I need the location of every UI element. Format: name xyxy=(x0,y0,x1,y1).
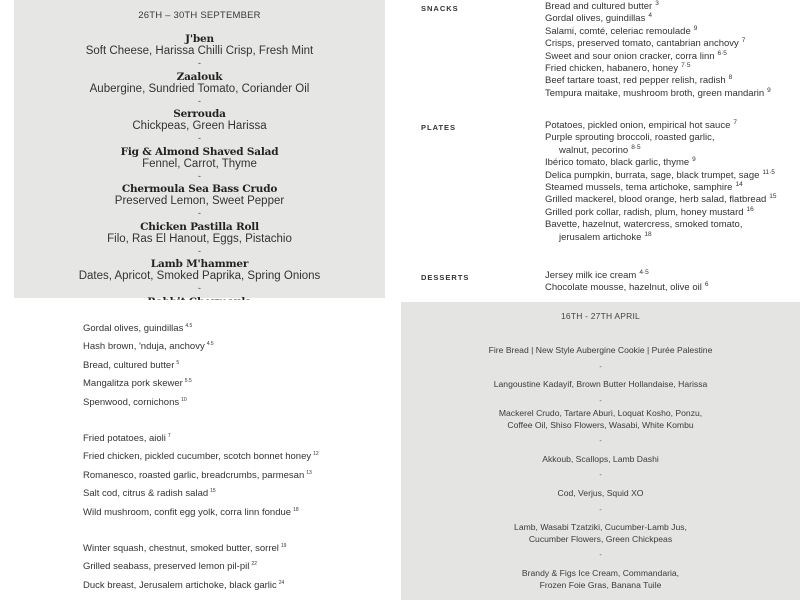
item-price: 4 xyxy=(648,12,652,20)
item-text: Ibérico tomato, black garlic, thyme xyxy=(545,157,690,169)
item-price: 24 xyxy=(278,579,285,586)
item-text: Bread, cultured butter xyxy=(83,359,175,371)
menu-group xyxy=(83,430,319,522)
menu-date-range: 26TH – 30TH SEPTEMBER xyxy=(138,10,261,21)
item-price: 19 xyxy=(280,543,287,549)
item-text: Duck breast, Jerusalem artichoke, black garlic xyxy=(83,579,277,591)
item-text: Fried chicken, pickled cucumber, scotch bonnet honey xyxy=(83,451,312,463)
course-line: Cucumber Flowers, Green Chickpeas xyxy=(528,534,673,544)
item-text: Gordal olives, guindillas xyxy=(83,323,184,334)
course-line: Langoustine Kadayif, Brown Butter Hollandaise, Harissa xyxy=(493,379,708,389)
course-item xyxy=(14,146,385,184)
course-separator: - xyxy=(599,552,602,559)
menu-item xyxy=(83,338,214,356)
item-price: 18 xyxy=(644,230,652,238)
item-price: 12 xyxy=(313,451,319,458)
course-line: Cod, Verjus, Squid XO xyxy=(557,488,644,498)
menu-item xyxy=(545,157,795,169)
item-text-cont: walnut, pecorino xyxy=(559,144,629,156)
item-text: Romanesco, roasted garlic, breadcrumbs, parmesan xyxy=(83,469,305,481)
section-label: SNACKS xyxy=(421,4,459,13)
item-text: Chocolate mousse, hazelnut, olive oil xyxy=(545,282,702,294)
menu-item xyxy=(545,182,795,194)
item-price: 7 xyxy=(741,37,746,45)
menu-item xyxy=(545,270,795,282)
menu-item xyxy=(83,577,286,595)
item-price: 9 xyxy=(692,156,696,164)
course-line: Frozen Foie Gras, Banana Tuile xyxy=(539,580,662,590)
item-text: Fried chicken, habanero, honey xyxy=(545,63,679,75)
course-item xyxy=(14,71,385,109)
item-price: 11·5 xyxy=(762,168,775,176)
item-text: Jersey milk ice cream xyxy=(545,270,637,281)
menu-item xyxy=(545,282,795,294)
course-line: Lamb, Wasabi Tzatziki, Cucumber-Lamb Jus, xyxy=(514,522,687,532)
item-price: 6 xyxy=(704,281,709,289)
item-text: Gordal olives, guindillas xyxy=(545,13,646,25)
menu-item xyxy=(545,219,795,244)
course-description: Preserved Lemon, Sweet Pepper xyxy=(114,195,285,207)
menu-item xyxy=(545,26,795,38)
course-description: Dates, Apricot, Smoked Paprika, Spring Onions xyxy=(78,270,321,282)
menu-group xyxy=(83,540,286,595)
course-name: Lamb M'hammer xyxy=(150,258,249,270)
item-price: 8 xyxy=(728,74,733,82)
menu-item xyxy=(545,51,795,63)
item-text: Fried potatoes, aioli xyxy=(83,433,166,444)
item-price: 18 xyxy=(293,506,299,513)
item-price: 16 xyxy=(746,205,754,213)
menu-item xyxy=(545,132,795,157)
course-line: Brandy & Figs Ice Cream, Commandaria, xyxy=(521,568,680,578)
menu-panel-september xyxy=(0,0,400,300)
menu-item xyxy=(545,63,795,75)
course-separator: - xyxy=(198,208,201,218)
menu-item xyxy=(83,394,214,412)
item-price: 7·5 xyxy=(681,62,691,70)
menu-item xyxy=(83,375,214,393)
menu-item xyxy=(545,38,795,50)
menu-panel-snacks-plates xyxy=(400,0,800,300)
item-text: Mangalitza pork skewer xyxy=(83,378,183,390)
item-text: Steamed mussels, tema artichoke, samphire xyxy=(545,182,733,194)
menu-panel-list xyxy=(0,300,400,600)
menu-paper xyxy=(14,0,385,298)
section-label: DESSERTS xyxy=(421,273,470,282)
item-text: Potatoes, pickled onion, empirical hot sauce xyxy=(545,120,731,131)
item-price: 5 xyxy=(176,359,180,366)
item-price: 4.5 xyxy=(206,341,214,348)
menu-panel-april xyxy=(401,302,800,600)
course-separator: - xyxy=(599,472,602,479)
item-text: Crisps, preserved tomato, cantabrian anchovy xyxy=(545,38,739,50)
course-list xyxy=(14,33,385,333)
menu-item xyxy=(545,207,795,219)
menu-item xyxy=(545,88,795,100)
course-name: Serrouda xyxy=(173,108,226,120)
course-separator: - xyxy=(599,438,602,445)
course-separator: - xyxy=(599,507,602,514)
menu-date-range: 16TH - 27TH APRIL xyxy=(561,311,640,321)
item-text-continued xyxy=(545,232,795,244)
item-price: 9 xyxy=(693,24,698,32)
menu-item xyxy=(83,504,319,522)
course-description: Filo, Ras El Hanout, Eggs, Pistachio xyxy=(107,232,292,245)
section-items xyxy=(545,1,795,100)
menu-item xyxy=(83,558,286,576)
item-text: Bavette, hazelnut, watercress, smoked tomato, xyxy=(545,219,743,231)
item-text: Delica pumpkin, burrata, sage, black trumpet, sage xyxy=(545,169,760,181)
menu-item xyxy=(83,357,214,375)
course-description: Fennel, Carrot, Thyme xyxy=(142,157,257,170)
section-items xyxy=(545,120,795,244)
menu-item xyxy=(83,467,319,485)
item-text: Bread and cultured butter xyxy=(545,1,653,12)
course-separator: - xyxy=(198,133,201,143)
menu-item xyxy=(83,540,286,558)
menu-item xyxy=(83,485,319,503)
menu-item xyxy=(545,75,795,87)
section-items xyxy=(545,270,795,295)
item-text: Salt cod, citrus & radish salad xyxy=(83,488,209,500)
menu-item xyxy=(545,13,795,25)
item-price: 22 xyxy=(251,561,257,568)
course-separator: - xyxy=(599,364,602,371)
menu-item xyxy=(545,170,795,182)
course-description: Aubergine, Sundried Tomato, Coriander Oil xyxy=(89,82,310,95)
item-price: 15 xyxy=(769,193,777,201)
menu-item xyxy=(83,430,319,448)
item-text: Grilled pork collar, radish, plum, honey mustard xyxy=(545,206,744,218)
menu-item xyxy=(545,194,795,206)
course-separator: - xyxy=(198,245,201,256)
course-separator: - xyxy=(198,283,201,293)
course-separator: - xyxy=(198,170,201,181)
course-separator: - xyxy=(599,398,602,405)
item-price: 9 xyxy=(767,86,771,94)
item-price: 4·5 xyxy=(639,269,649,276)
course-name: Zaalouk xyxy=(176,70,223,83)
item-price: 14 xyxy=(735,181,743,189)
course-name: Chicken Pastilla Roll xyxy=(140,220,259,233)
item-text-continued xyxy=(545,145,795,157)
course-line: Akkoub, Scallops, Lamb Dashi xyxy=(542,454,659,464)
course-line: Coffee Oil, Shiso Flowers, Wasabi, White Kombu xyxy=(507,420,694,430)
course-item xyxy=(14,258,385,296)
menu-item xyxy=(545,1,795,13)
course-name: Chermoula Sea Bass Crudo xyxy=(121,183,278,195)
item-price: 7 xyxy=(167,433,171,439)
course-name: Fig & Almond Shaved Salad xyxy=(120,145,279,158)
item-text: Beef tartare toast, red pepper relish, radish xyxy=(545,75,726,87)
course-description: Chickpeas, Green Harissa xyxy=(132,120,267,132)
item-text: Purple sprouting broccoli, roasted garlic, xyxy=(545,132,715,144)
item-price: 7 xyxy=(733,119,737,126)
item-text: Sweet and sour onion cracker, corra linn xyxy=(545,50,715,62)
item-price: 3 xyxy=(655,0,659,7)
item-text: Winter squash, chestnut, smoked butter, sorrel xyxy=(83,543,279,554)
item-text-cont: jerusalem artichoke xyxy=(559,231,642,243)
item-price: 4.5 xyxy=(185,323,193,329)
item-price: 8·5 xyxy=(631,143,641,151)
menu-item xyxy=(83,448,319,466)
course-item xyxy=(14,33,385,71)
item-price: 15 xyxy=(210,488,216,495)
item-price: 13 xyxy=(306,469,312,476)
item-price: 5.5 xyxy=(184,378,192,385)
course-line: Fire Bread | New Style Aubergine Cookie | Purée Palestine xyxy=(488,345,713,355)
section-label: PLATES xyxy=(421,123,457,132)
course-item xyxy=(14,108,385,146)
course-separator: - xyxy=(198,95,201,106)
item-text: Hash brown, 'nduja, anchovy xyxy=(83,341,205,353)
course-item xyxy=(14,183,385,221)
item-text: Spenwood, cornichons xyxy=(83,396,180,408)
menu-group xyxy=(83,320,214,412)
course-line: Mackerel Crudo, Tartare Aburi, Loquat Kosho, Ponzu, xyxy=(498,408,703,418)
course-description: Soft Cheese, Harissa Chilli Crisp, Fresh Mint xyxy=(85,45,314,57)
course-name: J'ben xyxy=(185,33,214,45)
menu-item xyxy=(83,320,214,338)
item-text: Wild mushroom, confit egg yolk, corra linn fondue xyxy=(83,506,292,518)
item-text: Tempura maitake, mushroom broth, green mandarin xyxy=(545,87,765,99)
menu-item xyxy=(545,120,795,132)
course-item xyxy=(14,221,385,259)
item-text: Grilled seabass, preserved lemon pil-pil xyxy=(83,561,250,573)
item-text: Salami, comté, celeriac remoulade xyxy=(545,25,691,37)
course-separator: - xyxy=(198,58,201,68)
item-price: 10 xyxy=(181,396,187,403)
item-price: 6·5 xyxy=(717,49,727,57)
item-text: Grilled mackerel, blood orange, herb salad, flatbread xyxy=(545,194,767,206)
